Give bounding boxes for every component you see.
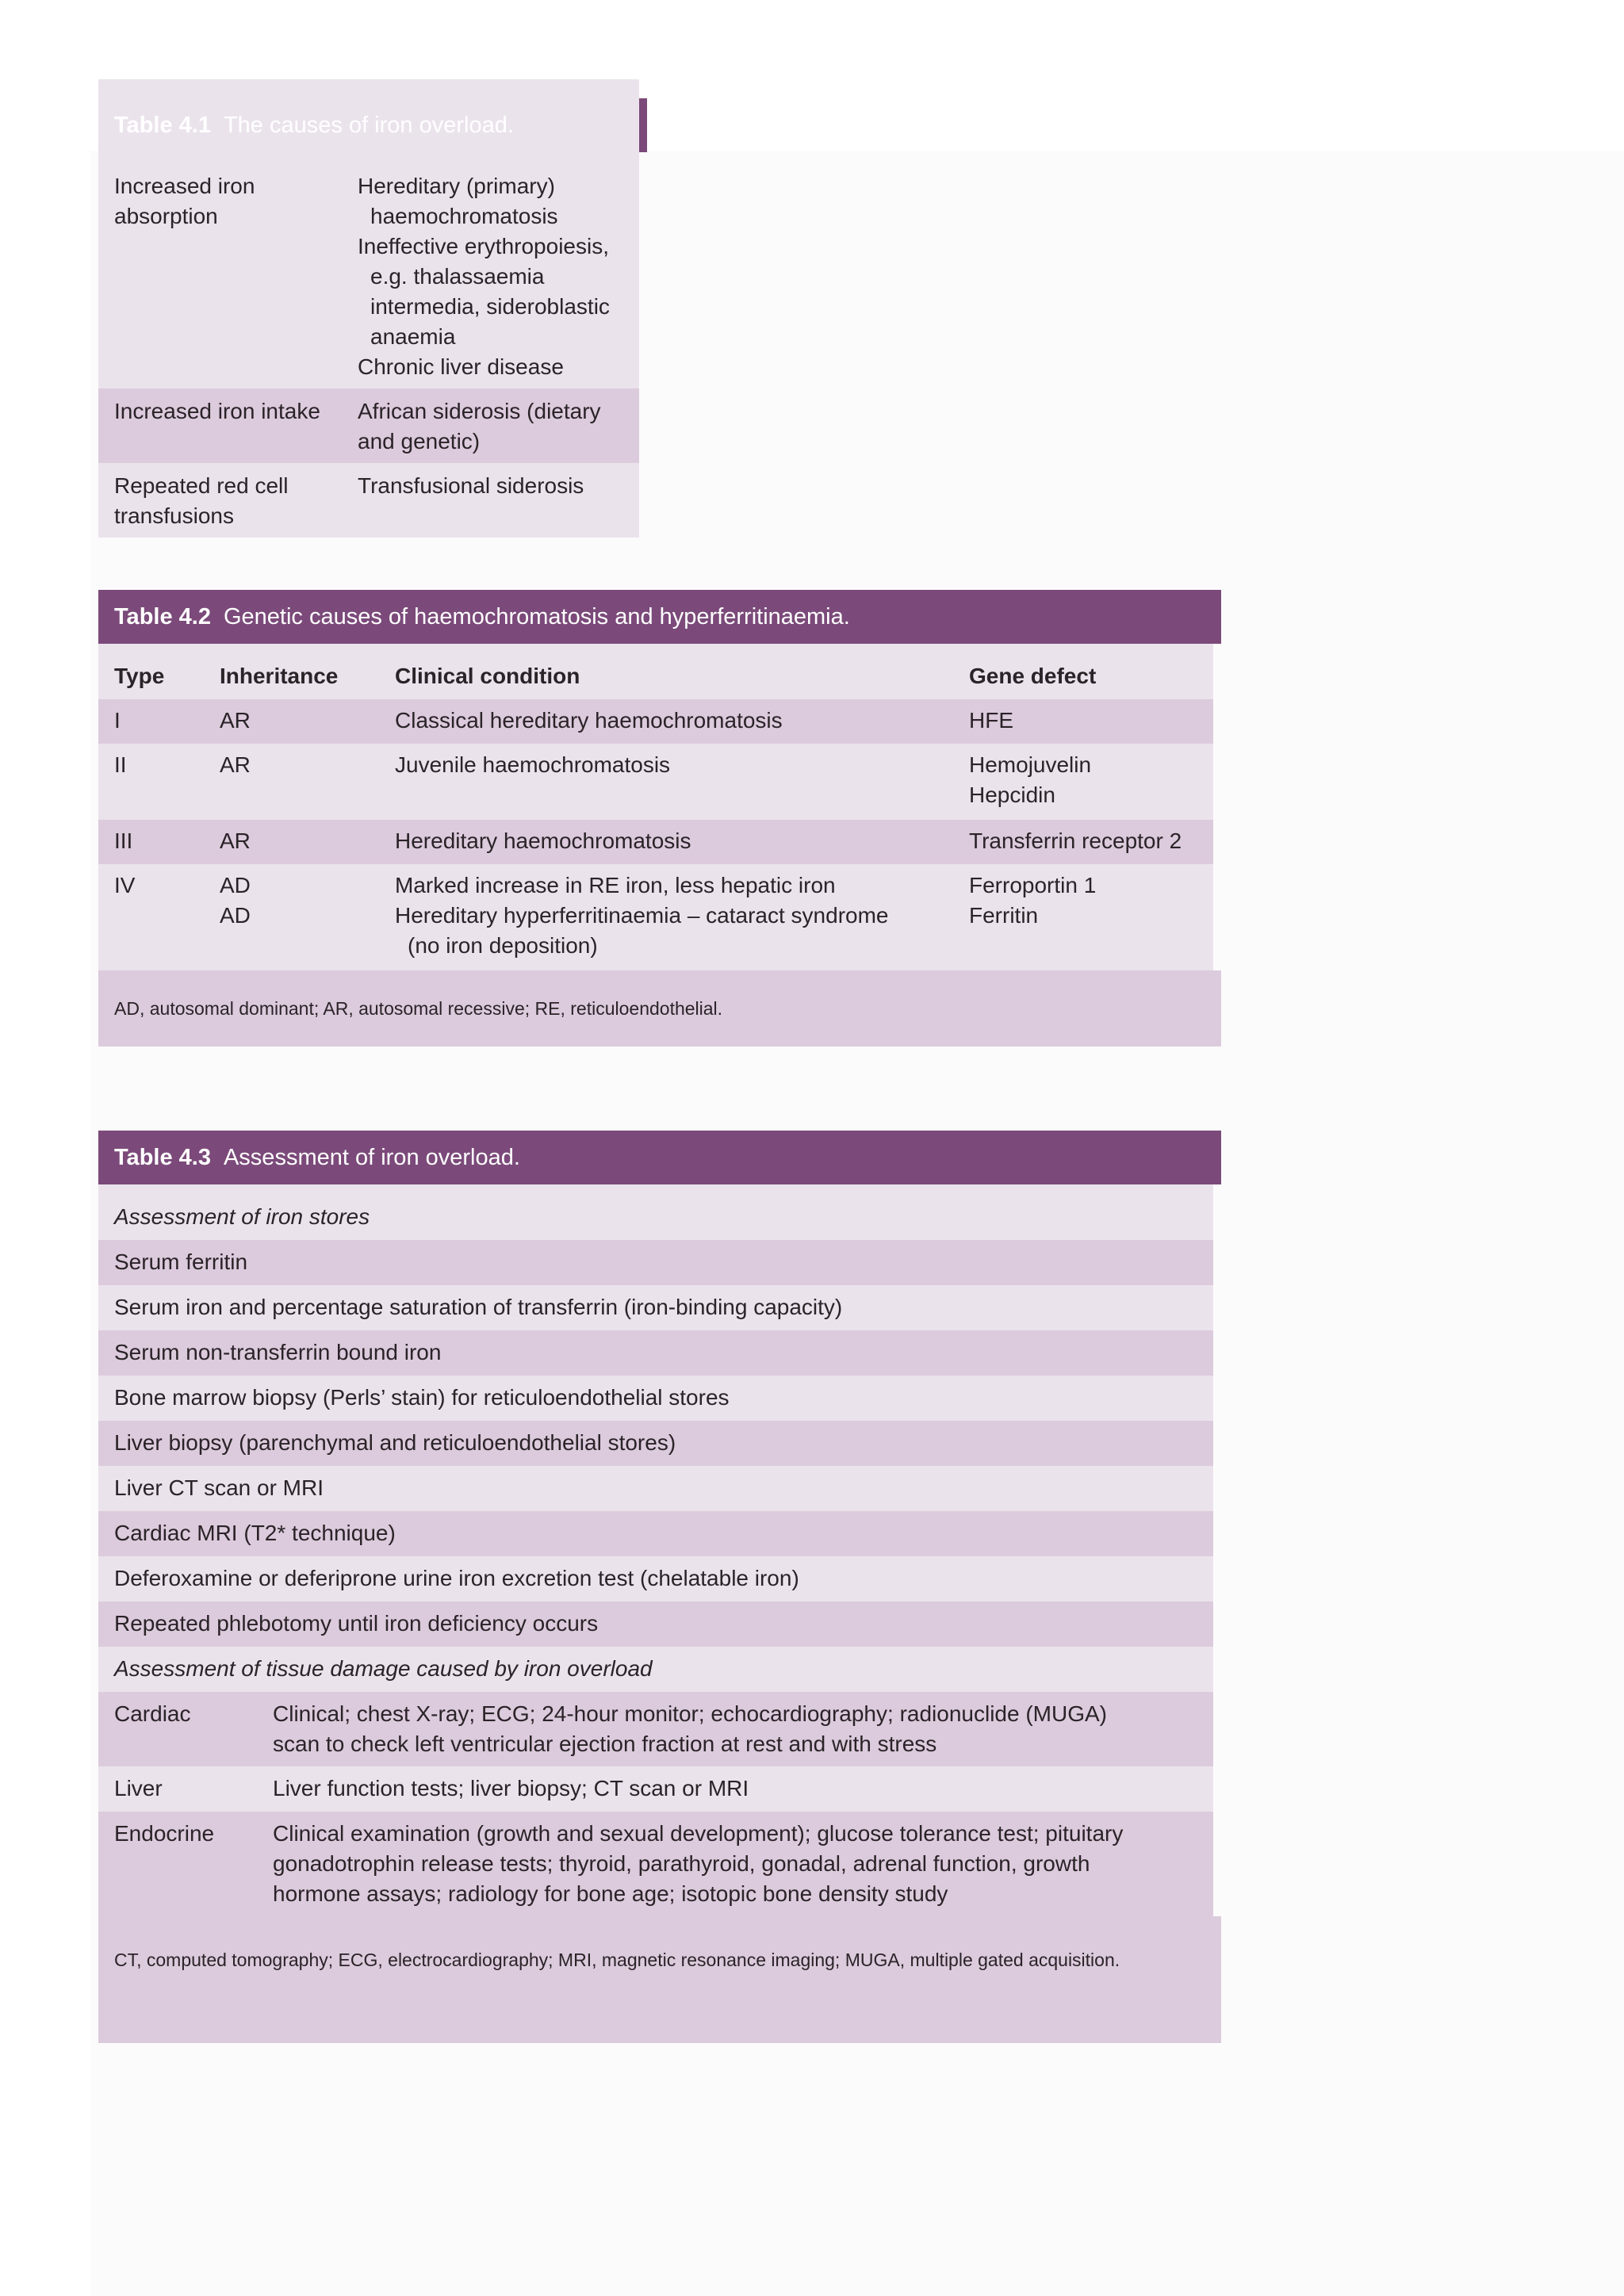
tests-cell: gonadotrophin release tests; thyroid, parathyroid, gonadal, adrenal function, growth: [273, 1851, 1090, 1876]
column-header: Gene defect: [969, 664, 1097, 688]
section-heading: Assessment of tissue damage caused by iron overload: [114, 1656, 653, 1681]
organ-cell: Cardiac: [114, 1701, 191, 1726]
tests-cell: hormone assays; radiology for bone age; isotopic bone density study: [273, 1881, 948, 1906]
table-row: [98, 1330, 1213, 1376]
row-detail: Chronic liver disease: [358, 354, 564, 379]
row-detail: and genetic): [358, 429, 481, 453]
inheritance-cell: AR: [220, 752, 251, 777]
table-row: [98, 1812, 1213, 1916]
table-4-3: [98, 1131, 1221, 2043]
row-category: transfusions: [114, 503, 234, 528]
table-row: [98, 1466, 1213, 1511]
gene-cell: Hemojuvelin: [969, 752, 1092, 777]
inheritance-cell: AD: [220, 903, 251, 928]
row-category: absorption: [114, 204, 218, 228]
gene-cell: HFE: [969, 708, 1013, 733]
table-header: [98, 1131, 1221, 1184]
table-row: [98, 1240, 1213, 1285]
row-detail: e.g. thalassaemia: [370, 264, 545, 289]
type-cell: I: [114, 708, 121, 733]
table-number: Table 4.3: [114, 1145, 211, 1170]
assessment-item: Serum iron and percentage saturation of transferrin (iron-binding capacity): [114, 1295, 843, 1319]
table-header-row: [98, 644, 1213, 699]
assessment-item: Bone marrow biopsy (Perls’ stain) for reticuloendothelial stores: [114, 1385, 730, 1410]
inheritance-cell: AD: [220, 873, 251, 897]
row-detail: African siderosis (dietary: [358, 399, 601, 423]
table-title: Assessment of iron overload.: [223, 1145, 520, 1170]
table-row: [98, 1692, 1213, 1766]
row-detail: Hereditary (primary): [358, 174, 555, 198]
table-row: [98, 864, 1213, 970]
row-detail: Ineffective erythropoiesis,: [358, 234, 609, 258]
table-row: [98, 1421, 1213, 1466]
table-row: [98, 1376, 1213, 1421]
table-row: [98, 388, 639, 463]
table-title: The causes of iron overload.: [223, 113, 514, 138]
column-header: Inheritance: [220, 664, 339, 688]
assessment-item: Repeated phlebotomy until iron deficiency occurs: [114, 1611, 599, 1636]
condition-cell: Hereditary haemochromatosis: [395, 828, 691, 853]
row-detail: haemochromatosis: [370, 204, 558, 228]
assessment-item: Deferoxamine or deferiprone urine iron excretion test (chelatable iron): [114, 1566, 799, 1590]
table-row: [98, 1601, 1213, 1647]
type-cell: III: [114, 828, 133, 853]
tests-cell: Clinical examination (growth and sexual development); glucose tolerance test; pituitary: [273, 1821, 1124, 1846]
section-heading-row: [98, 1184, 1213, 1240]
table-footnote: [98, 970, 1221, 1047]
organ-cell: Endocrine: [114, 1821, 215, 1846]
table-row: [98, 463, 639, 538]
row-detail: Transfusional siderosis: [358, 473, 584, 498]
section-heading-row: [98, 1647, 1213, 1692]
table-row: [98, 1766, 1213, 1812]
inheritance-cell: AR: [220, 828, 251, 853]
type-cell: II: [114, 752, 127, 777]
table-number: Table 4.2: [114, 604, 211, 629]
table-4-2: [98, 590, 1221, 1047]
assessment-item: Liver CT scan or MRI: [114, 1475, 324, 1500]
column-header: Clinical condition: [395, 664, 580, 688]
table-title: Genetic causes of haemochromatosis and hyperferritinaemia.: [223, 604, 850, 629]
table-footnote: [98, 1916, 1221, 2043]
section-heading: Assessment of iron stores: [114, 1204, 370, 1229]
row-detail: anaemia: [370, 324, 456, 349]
table-row: [98, 699, 1213, 744]
condition-cell: Marked increase in RE iron, less hepatic iron: [395, 873, 836, 897]
row-category: Increased iron intake: [114, 399, 320, 423]
footnote-text: CT, computed tomography; ECG, electrocardiography; MRI, magnetic resonance imaging; MUGA, multiple gated acquisition.: [114, 1950, 1120, 1970]
table-row: [98, 1285, 1213, 1330]
condition-cell: Hereditary hyperferritinaemia – cataract syndrome: [395, 903, 889, 928]
assessment-item: Serum ferritin: [114, 1249, 248, 1274]
assessment-item: Cardiac MRI (T2* technique): [114, 1521, 396, 1545]
footnote-text: AD, autosomal dominant; AR, autosomal recessive; RE, reticuloendothelial.: [114, 998, 723, 1019]
assessment-item: Liver biopsy (parenchymal and reticuloendothelial stores): [114, 1430, 676, 1455]
column-header: Type: [114, 664, 165, 688]
row-category: Increased iron: [114, 174, 255, 198]
gene-cell: Ferritin: [969, 903, 1039, 928]
tests-cell: Liver function tests; liver biopsy; CT scan or MRI: [273, 1776, 749, 1800]
condition-cell: (no iron deposition): [408, 933, 598, 958]
organ-cell: Liver: [114, 1776, 163, 1800]
gene-cell: Hepcidin: [969, 783, 1055, 807]
condition-cell: Classical hereditary haemochromatosis: [395, 708, 783, 733]
tests-cell: scan to check left ventricular ejection fraction at rest and with stress: [273, 1732, 937, 1756]
type-cell: IV: [114, 873, 136, 897]
table-4-1-body: [98, 152, 639, 538]
assessment-item: Serum non-transferrin bound iron: [114, 1340, 442, 1364]
table-row: [98, 1556, 1213, 1601]
row-category: Repeated red cell: [114, 473, 289, 498]
table-row: [98, 820, 1213, 864]
condition-cell: Juvenile haemochromatosis: [395, 752, 671, 777]
row-detail: intermedia, sideroblastic: [370, 294, 610, 319]
table-row: [98, 1511, 1213, 1556]
gene-cell: Ferroportin 1: [969, 873, 1097, 897]
table-header: [98, 590, 1221, 644]
tests-cell: Clinical; chest X-ray; ECG; 24-hour monitor; echocardiography; radionuclide (MUGA): [273, 1701, 1107, 1726]
inheritance-cell: AR: [220, 708, 251, 733]
table-number: Table 4.1: [114, 113, 211, 138]
table-row: [98, 152, 639, 388]
table-row: [98, 744, 1213, 820]
gene-cell: Transferrin receptor 2: [969, 828, 1182, 853]
